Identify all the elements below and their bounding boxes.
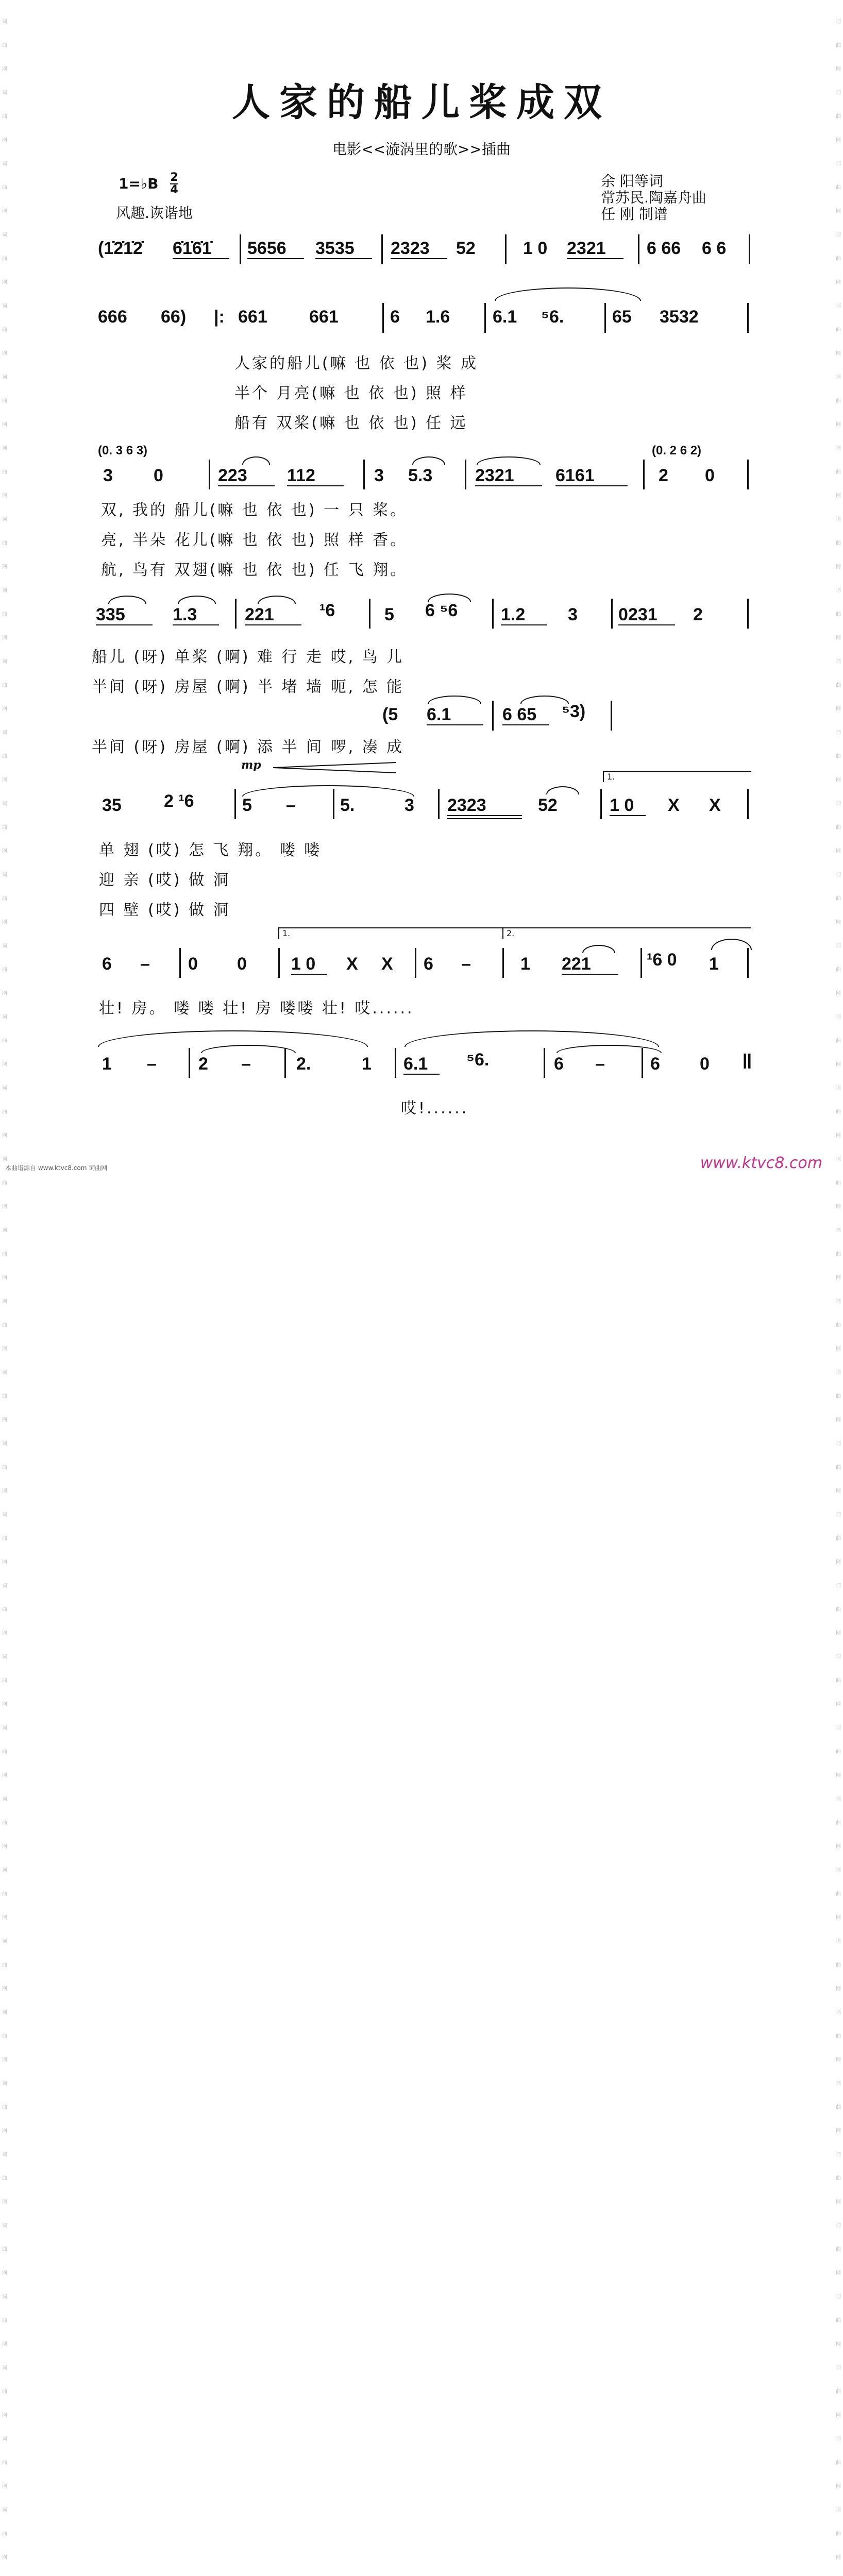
lyrics-line: 半个 月亮(嘛 也 依 也) 照 样 [234, 384, 468, 402]
beam [447, 815, 522, 816]
barline [749, 234, 750, 264]
note-group: – [140, 954, 150, 974]
barline [189, 1048, 190, 1078]
slur [98, 1030, 368, 1047]
volta-bracket-1: 1. [278, 927, 504, 939]
footer-source: 本曲谱源自 www.ktvc8.com 词曲网 [5, 1164, 108, 1172]
note-group: 5. [340, 795, 355, 815]
note-group: 1 [362, 1054, 372, 1074]
barline [278, 948, 280, 978]
slur [242, 785, 414, 796]
note-group: 5656 [247, 239, 286, 258]
barline [234, 789, 236, 819]
slur [258, 596, 296, 604]
note-group: 2. [296, 1054, 311, 1074]
note-group: 6 ⁵6 [425, 601, 458, 620]
barline [209, 460, 210, 489]
composer-credit: 常苏民.陶嘉舟曲 [601, 189, 706, 206]
barline [235, 599, 237, 629]
right-watermark: 词 曲 网 词 曲 网 词 曲 网 词 曲 网 词 曲 网 词 曲 网 词 曲 网 词 曲 网 词 曲 网 词 曲 网 词 曲 网 词 曲 网 词 曲 网 词 曲 网 词 曲 网 词 曲 网 词 曲 网 词 曲 网 词 曲 网 词 曲 网 词 曲 网 词 曲 网 词 曲 网 词 曲 网 词 曲 网 词 曲 网 词 曲 网 词 曲 网 词 曲 网 词 曲 网 词 曲 网 词 曲 网 词 曲 网 词 曲 网 词 曲 网 词 曲 网 [836, 19, 841, 2561]
barline [747, 789, 749, 819]
note-group: 2 ¹6 [164, 791, 194, 811]
note-group: 6 66 [647, 239, 681, 258]
beam [96, 624, 153, 625]
note-group: 52 [538, 795, 558, 815]
volta-bracket: 1. [603, 771, 751, 782]
dynamic-marking: mp [241, 758, 261, 772]
note-group: 6 [554, 1054, 564, 1074]
note-group: – [595, 1054, 605, 1074]
grace-notes: (0. 3 6 3) [98, 444, 148, 457]
song-subtitle: 电影<<漩涡里的歌>>插曲 [332, 141, 511, 158]
final-barline: ‖ [742, 1050, 752, 1073]
note-group: 661 [309, 307, 339, 327]
beam [218, 485, 275, 486]
grace-notes: (0. 2 6 2) [652, 444, 702, 457]
beam [475, 485, 542, 486]
lyrics-line: 船儿 (呀) 单桨 (啊) 难 行 走 哎, 鸟 儿 [92, 648, 404, 666]
note-group: 1 [520, 954, 530, 974]
note-group: 2321 [567, 239, 606, 258]
song-title: 人家的船儿桨成双 [232, 80, 611, 125]
note-group: 2323 [447, 795, 486, 815]
barline [643, 460, 645, 489]
barline [544, 1048, 545, 1078]
note-group: 1 0 [523, 239, 548, 258]
note-group: 2321 [475, 466, 514, 485]
beam [562, 974, 618, 975]
note-group: 0 [188, 954, 198, 974]
beam [391, 258, 447, 259]
barline [484, 303, 486, 333]
lyricist-credit: 余 阳等词 [601, 173, 663, 190]
barline [611, 599, 613, 629]
note-group: 666 [98, 307, 127, 327]
note-group: 6161 [555, 466, 595, 485]
lyrics-line: 迎 亲 (哎) 做 洞 [99, 871, 231, 889]
note-group: 3 [568, 605, 578, 624]
note-group: 6 [424, 954, 433, 974]
beam [502, 724, 549, 725]
note-group: X [381, 954, 393, 974]
lyrics-line: 人家的船儿(嘛 也 依 也) 桨 成 [234, 354, 479, 372]
barline [492, 701, 494, 731]
note-group: 2 [659, 466, 668, 485]
note-group: 0 [237, 954, 247, 974]
note-group: 0 [700, 1054, 710, 1074]
beam [245, 624, 301, 625]
staff-system-5 [0, 701, 843, 732]
note-group: 66) [161, 307, 187, 327]
barline [395, 1048, 396, 1078]
note-group: X [346, 954, 358, 974]
barline [382, 303, 384, 333]
note-group: 1 0 [291, 954, 316, 974]
barline [465, 460, 466, 489]
note-group: 3532 [660, 307, 699, 327]
note-group: 1 [709, 954, 719, 974]
note-group: 35 [102, 795, 122, 815]
barline [638, 234, 639, 264]
barline [381, 234, 383, 264]
beam [618, 624, 675, 625]
note-group: 112 [287, 466, 315, 485]
barline [747, 948, 749, 978]
barline [505, 234, 507, 264]
crescendo-hairpin [273, 761, 397, 774]
note-group: 65 [612, 307, 632, 327]
lyrics-line: 哎!...... [401, 1099, 469, 1117]
left-watermark: 词 曲 网 词 曲 网 词 曲 网 词 曲 网 词 曲 网 词 曲 网 词 曲 网 词 曲 网 词 曲 网 词 曲 网 词 曲 网 词 曲 网 词 曲 网 词 曲 网 词 曲 网 词 曲 网 词 曲 网 词 曲 网 词 曲 网 词 曲 网 词 曲 网 词 曲 网 词 曲 网 词 曲 网 词 曲 网 词 曲 网 词 曲 网 词 曲 网 词 曲 网 词 曲 网 词 曲 网 词 曲 网 词 曲 网 词 曲 网 词 曲 网 词 曲 网 [2, 19, 7, 2561]
note-group: 5 [384, 605, 394, 624]
barline [600, 789, 602, 819]
beam [247, 258, 304, 259]
note-group: 1 0 [610, 795, 634, 815]
note-group: 2 [198, 1054, 208, 1074]
barline [369, 599, 370, 629]
barline [747, 460, 749, 489]
note-group: 6̇1̇6̇1̇ [173, 239, 212, 258]
note-group: (5 [382, 705, 398, 724]
slur [412, 456, 445, 465]
lyrics-line: 单 翅 (哎) 怎 飞 翔。 喽 喽 [99, 841, 322, 859]
beam [291, 974, 327, 975]
note-group: 0231 [618, 605, 657, 624]
barline [747, 599, 749, 629]
barline [492, 599, 494, 629]
lyrics-line: 半间 (呀) 房屋 (啊) 添 半 间 啰, 凑 成 [92, 738, 404, 756]
beam [287, 485, 344, 486]
barline [611, 701, 612, 731]
note-group: 5 [242, 795, 252, 815]
slur [242, 456, 270, 465]
slur [582, 945, 615, 953]
note-group: 3 [374, 466, 384, 485]
lyrics-line: 壮! 房。 喽 喽 壮! 房 喽喽 壮! 哎...... [99, 999, 414, 1018]
note-group: 335 [96, 605, 125, 624]
barline [640, 948, 642, 978]
note-group: (1̇2̇1̇2̇ [98, 239, 143, 258]
note-group: 1.2 [501, 605, 526, 624]
beam [567, 258, 623, 259]
note-group: 6 6 [702, 239, 727, 258]
note-group: 2323 [391, 239, 430, 258]
note-group: ⁵6. [541, 307, 564, 327]
note-group: 3 [404, 795, 414, 815]
note-group: 52 [456, 239, 476, 258]
note-group: 6 65 [502, 705, 537, 724]
slur [711, 939, 752, 950]
repeat-start: |: [214, 307, 225, 327]
note-group: 1 [102, 1054, 112, 1074]
lyrics-line: 半间 (呀) 房屋 (啊) 半 堵 墙 呃, 怎 能 [92, 678, 404, 696]
note-group: 661 [238, 307, 267, 327]
lyrics-line: 亮, 半朵 花儿(嘛 也 依 也) 照 样 香。 [101, 531, 408, 549]
note-group: 6.1 [427, 705, 451, 724]
lyrics-line: 船有 双桨(嘛 也 依 也) 任 远 [234, 414, 468, 432]
key-signature: 1=♭B [119, 175, 159, 192]
barline [240, 234, 241, 264]
note-group: 223 [218, 466, 247, 485]
note-group: 6.1 [493, 307, 517, 327]
beam [501, 624, 547, 625]
note-group: ⁵6. [466, 1050, 490, 1070]
note-group: 221 [562, 954, 591, 974]
note-group: 6.1 [403, 1054, 428, 1074]
note-group: – [147, 1054, 157, 1074]
slur [404, 1030, 659, 1047]
lyrics-line: 双, 我的 船儿(嘛 也 依 也) 一 只 桨。 [101, 501, 408, 519]
note-group: 6 [102, 954, 112, 974]
beam [173, 258, 229, 259]
beam [610, 815, 646, 816]
note-group: 6 [390, 307, 400, 327]
beam [555, 485, 628, 486]
note-group: 2 [693, 605, 703, 624]
slur [477, 456, 541, 465]
barline [604, 303, 606, 333]
beam [427, 724, 483, 725]
slur [546, 786, 579, 794]
slur [428, 696, 481, 704]
barline [502, 948, 504, 978]
note-group: 0 [154, 466, 163, 485]
note-group: 1.3 [173, 605, 197, 624]
slur [178, 596, 216, 604]
beam [447, 818, 522, 819]
time-signature: 2 4 [170, 171, 178, 196]
note-group: 5.3 [408, 466, 433, 485]
arranger-credit: 任 刚 制谱 [601, 206, 668, 223]
beam [315, 258, 372, 259]
barline [415, 948, 416, 978]
volta-bracket-2: 2. [502, 927, 751, 939]
lyrics-line: 四 壁 (哎) 做 洞 [99, 901, 231, 919]
note-group: 0 [705, 466, 715, 485]
barline [179, 948, 181, 978]
lyrics-line: 航, 鸟有 双翅(嘛 也 依 也) 任 飞 翔。 [101, 561, 408, 579]
note-group: 221 [245, 605, 274, 624]
beam [173, 624, 219, 625]
slur [108, 596, 146, 604]
note-group: 3 [103, 466, 113, 485]
barline [363, 460, 365, 489]
note-group: – [461, 954, 471, 974]
note-group: X [709, 795, 721, 815]
note-group: 1.6 [426, 307, 450, 327]
note-group: – [286, 795, 296, 815]
slur [428, 594, 471, 602]
note-group: 6 [650, 1054, 660, 1074]
note-group: X [668, 795, 680, 815]
tempo-marking: 风趣.诙谐地 [116, 205, 193, 222]
barline [438, 789, 440, 819]
barline [747, 303, 749, 333]
note-group: 3535 [315, 239, 355, 258]
staff-system-1 [0, 234, 843, 301]
note-group: – [241, 1054, 251, 1074]
note-group: ¹6 [319, 601, 335, 620]
note-group: ¹6 0 [647, 950, 677, 970]
note-group: ⁵3) [562, 702, 586, 721]
footer-site-logo: www.ktvc8.com [700, 1154, 822, 1172]
slur [520, 696, 569, 704]
beam [403, 1074, 440, 1075]
